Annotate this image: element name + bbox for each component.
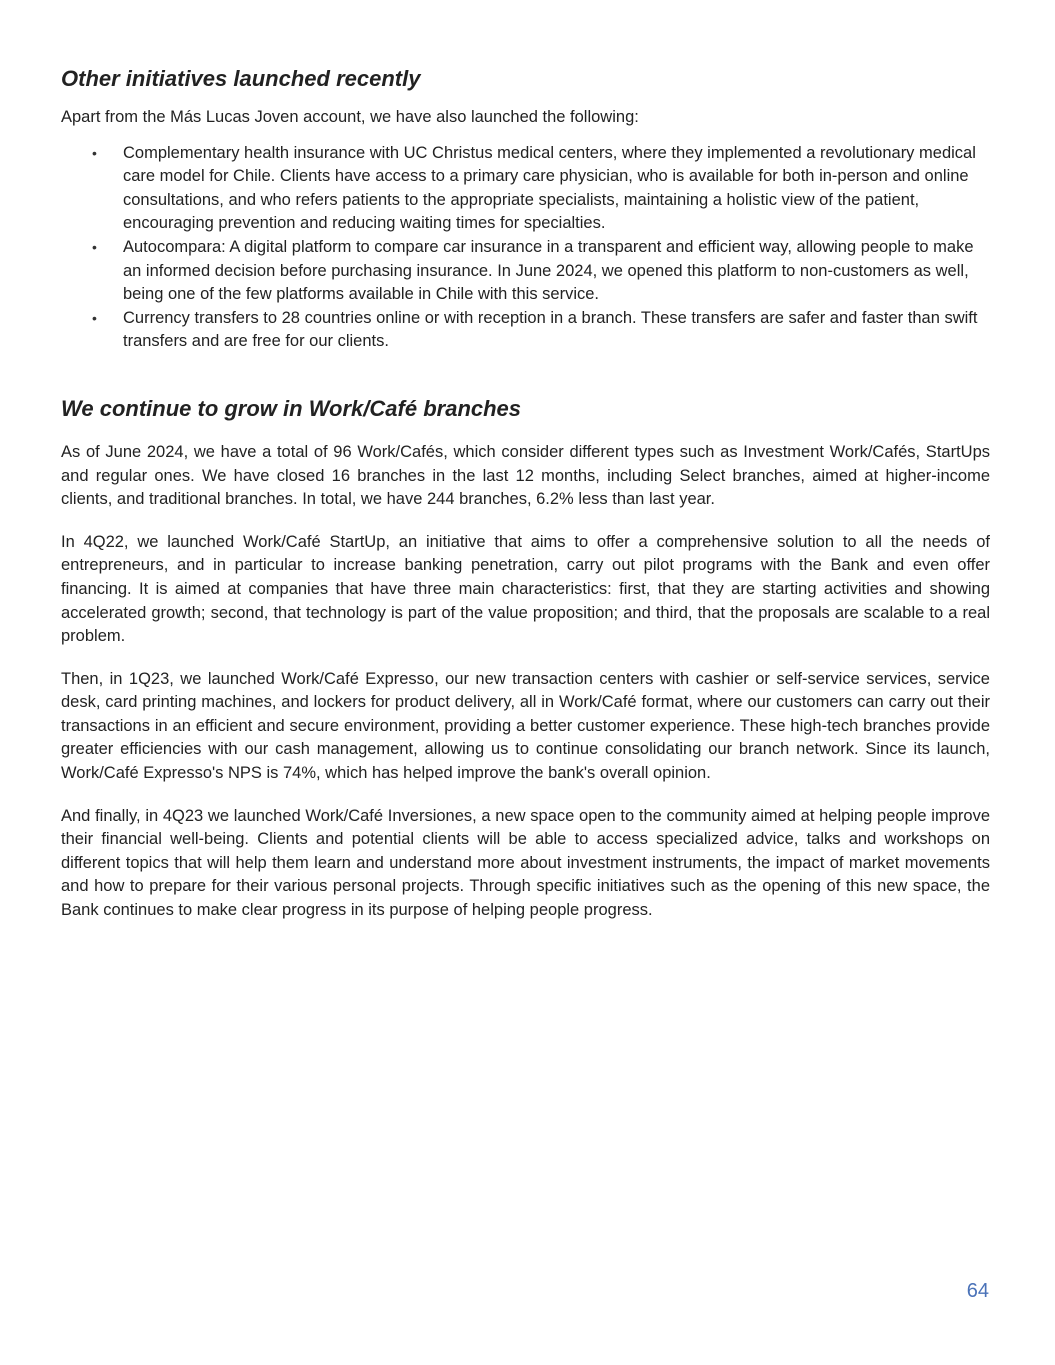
section-heading-work-cafe: We continue to grow in Work/Café branches — [61, 395, 522, 421]
page-number: 64 — [966, 1280, 989, 1302]
list-item — [61, 307, 990, 354]
paragraph: And finally, in 4Q23 we launched Work/Café Inversiones, a new space open to the community aimed at helping people improve their financial well-being. Clients and potential clients will be able to access specialized advice, talks and workshops on different topics that will help them learn and understand more about investment instruments, the impact of market movements and how to prepare for their various personal projects. Through specific initiatives such as the opening of this new space, the Bank continues to make clear progress in its purpose of helping people progress. — [61, 806, 990, 920]
list-item-text: Autocompara: A digital platform to compare car insurance in a transparent and efficient way, allowing people to make an informed decision before purchasing insurance. In June 2024, we opened this platform to non-customers as well, being one of the few platforms available in Chile with this service. — [123, 237, 974, 304]
bullet-icon: • — [92, 309, 97, 326]
initiatives-list — [61, 142, 990, 354]
section-work-cafe-branches — [61, 394, 990, 923]
bullet-icon: • — [92, 144, 97, 161]
paragraph: Then, in 1Q23, we launched Work/Café Expresso, our new transaction centers with cashier or self-service services, service desk, card printing machines, and lockers for product delivery, all in Work/Café format, where our customers can carry out their transactions in an efficient and secure environment, providing a better customer experience. These high-tech branches provide greater efficiencies with our cash management, allowing us to continue consolidating our branch network. Since its launch, Work/Café Expresso's NPS is 74%, which has helped improve the bank's overall opinion. — [61, 669, 990, 783]
paragraph: In 4Q22, we launched Work/Café StartUp, an initiative that aims to offer a comprehensive solution to all the needs of entrepreneurs, and in particular to increase banking penetration, carry out pilot programs with the Bank and even offer financing. It is aimed at companies that have three main characteristics: first, that they are starting activities and showing accelerated growth; second, that technology is part of the value proposition; and third, that the proposals are scalable to a real problem. — [61, 532, 990, 646]
list-item-text: Complementary health insurance with UC Christus medical centers, where they implemented a revolutionary medical care model for Chile. Clients have access to a primary care physician, who is available for both in-person and online consultations, and who refers patients to the appropriate specialists, maintaining a holistic view of the patient, encouraging prevention and reducing waiting times for specialties. — [123, 143, 976, 233]
bullet-icon: • — [92, 238, 97, 255]
section-intro: Apart from the Más Lucas Joven account, we have also launched the following: — [61, 108, 639, 126]
document-page — [61, 64, 990, 923]
paragraph: As of June 2024, we have a total of 96 Work/Cafés, which consider different types such as Investment Work/Cafés, StartUps and regular ones. We have closed 16 branches in the last 12 months, including Select branches, aimed at higher-income clients, and traditional branches. In total, we have 244 branches, 6.2% less than last year. — [61, 442, 990, 509]
list-item-text: Currency transfers to 28 countries online or with reception in a branch. These transfers are safer and faster than swift transfers and are free for our clients. — [123, 308, 978, 351]
section-heading-other-initiatives: Other initiatives launched recently — [61, 66, 421, 91]
list-item — [61, 236, 990, 307]
section-other-initiatives — [61, 64, 990, 354]
list-item — [61, 142, 990, 236]
